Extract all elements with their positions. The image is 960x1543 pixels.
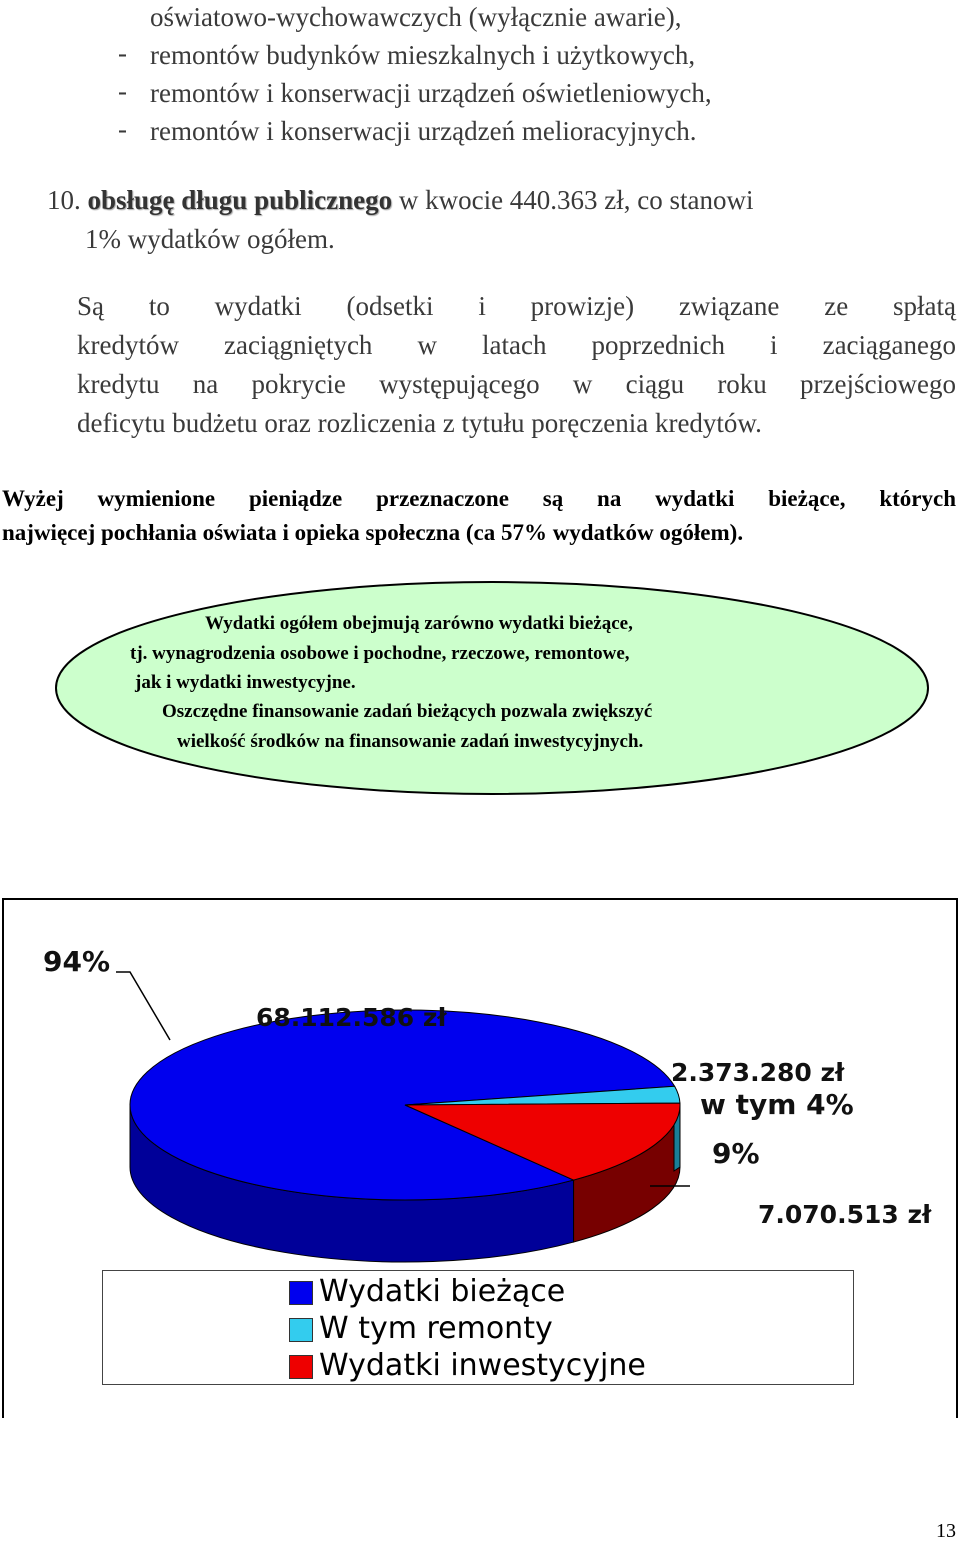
page-number: 13: [936, 1520, 956, 1542]
paragraph1-line-2: kredytów zaciągniętych w latach poprzednich i zaciąganego: [77, 330, 956, 360]
list-item-2: remontów i konserwacji urządzeń oświetleniowych,: [150, 78, 712, 108]
list-item-1: remontów budynków mieszkalnych i użytkowych,: [150, 40, 696, 70]
chart-legend: [102, 1270, 854, 1385]
leader-line-current: [116, 972, 170, 1040]
label-amount-current: 68.112.586 zł: [256, 1003, 447, 1032]
paragraph1-line-4: deficytu budżetu oraz rozliczenia z tytułu poręczenia kredytów.: [77, 408, 762, 438]
legend-swatch-current: [289, 1281, 313, 1305]
point-10-line2: 1% wydatków ogółem.: [85, 224, 335, 254]
legend-item-current: Wydatki bieżące: [319, 1274, 566, 1309]
list-line-0: oświatowo-wychowawczych (wyłącznie awarie),: [150, 2, 682, 32]
label-amount-repairs: 2.373.280 zł: [671, 1058, 845, 1087]
list-item-3: remontów i konserwacji urządzeń melioracyjnych.: [150, 116, 697, 146]
legend-item-invest: Wydatki inwestycyjne: [319, 1348, 646, 1383]
legend-item-repairs: W tym remonty: [319, 1311, 553, 1346]
legend-swatch-repairs: [289, 1318, 313, 1342]
list-dash-3: -: [118, 114, 127, 144]
paragraph2-line-2: najwięcej pochłania oświata i opieka społeczna (ca 57% wydatków ogółem).: [2, 520, 744, 545]
list-dash-2: -: [118, 76, 127, 106]
point-rest: w kwocie 440.363 zł, co stanowi: [392, 185, 754, 215]
point-bold-title: obsługę długu publicznego: [87, 185, 393, 215]
paragraph1-line-3: kredytu na pokrycie występującego w ciągu roku przejściowego: [77, 369, 956, 399]
callout-line-5: wielkość środków na finansowanie zadań inwestycyjnych.: [177, 731, 644, 752]
callout-line-4: Oszczędne finansowanie zadań bieżących pozwala zwiększyć: [162, 701, 653, 722]
label-percent-invest: 9%: [712, 1137, 760, 1170]
callout-line-1: Wydatki ogółem obejmują zarówno wydatki bieżące,: [205, 613, 633, 634]
paragraph2-line-1: Wyżej wymienione pieniądze przeznaczone są na wydatki bieżące, których: [2, 486, 956, 511]
callout-line-2: tj. wynagrodzenia osobowe i pochodne, rzeczowe, remontowe,: [130, 643, 630, 664]
point-number: 10.: [47, 185, 81, 215]
label-percent-current: 94%: [43, 945, 111, 978]
legend-swatch-invest: [289, 1355, 313, 1379]
paragraph1-line-1: Są to wydatki (odsetki i prowizje) związane ze spłatą: [77, 291, 956, 321]
list-dash-1: -: [118, 38, 127, 68]
label-percent-repairs: w tym 4%: [700, 1088, 854, 1121]
callout-line-3: jak i wydatki inwestycyjne.: [135, 672, 356, 693]
label-amount-invest: 7.070.513 zł: [758, 1200, 932, 1229]
